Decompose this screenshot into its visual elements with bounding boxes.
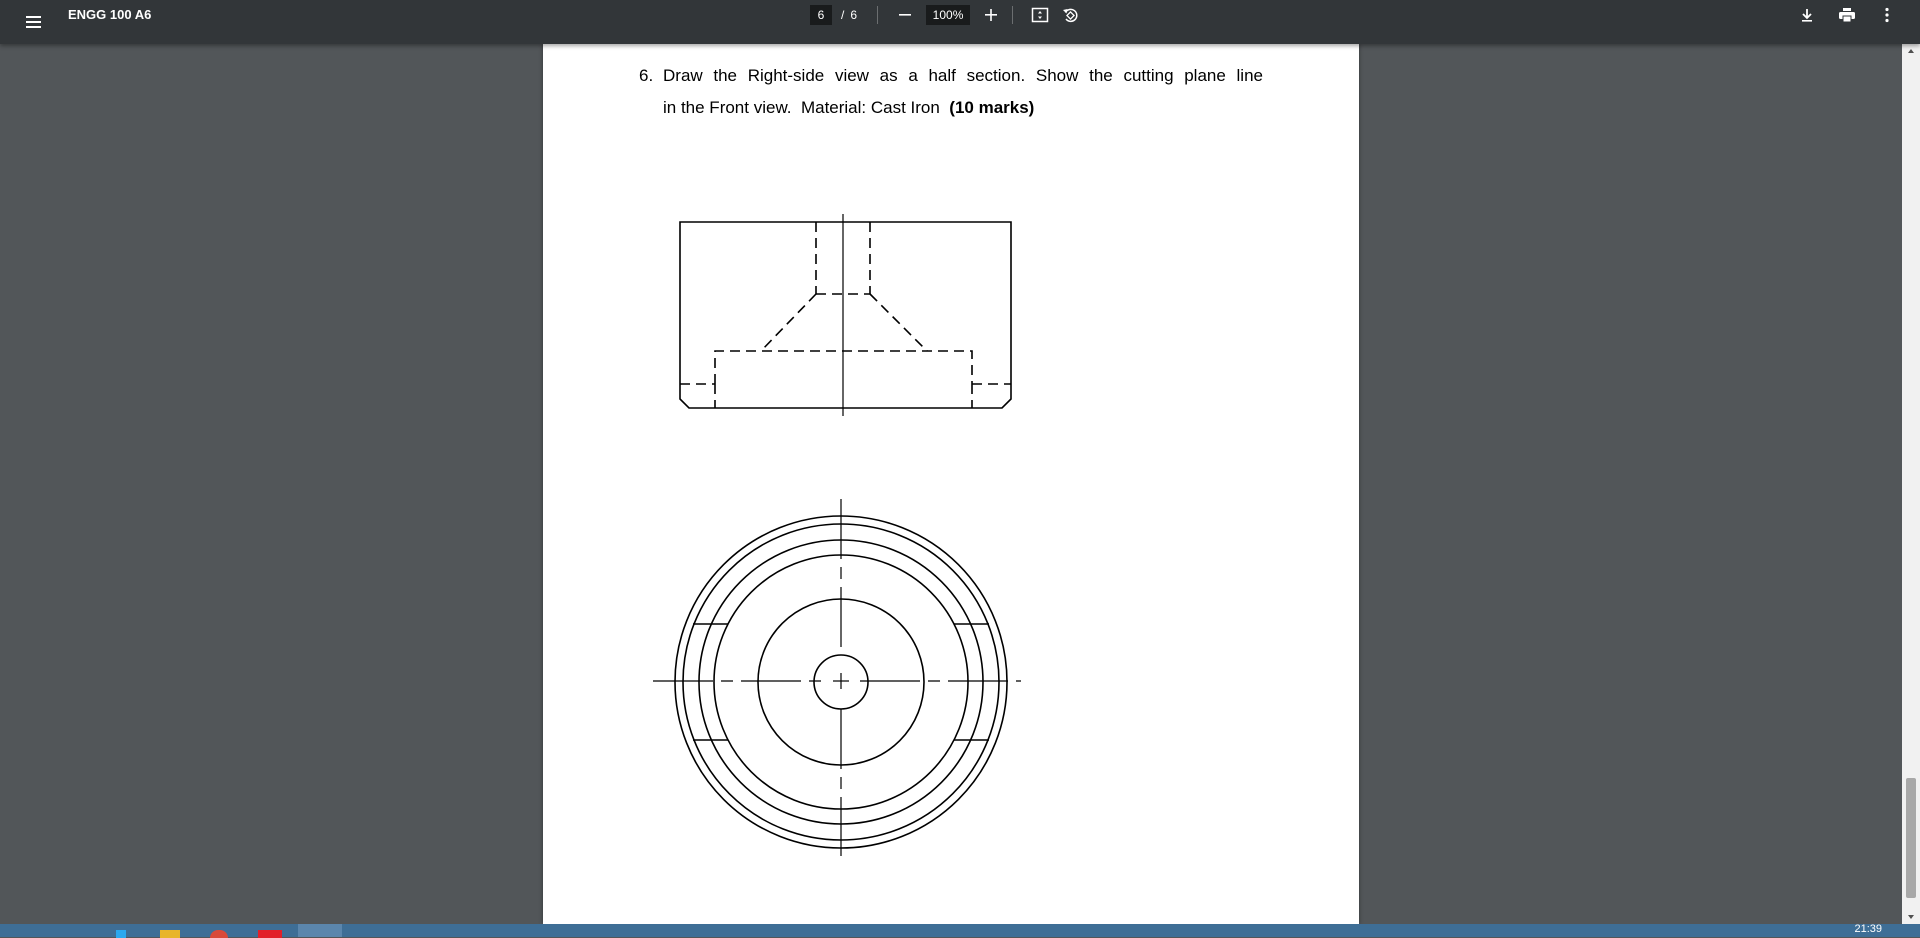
pdf-viewer[interactable] [0,44,1902,924]
document-title: ENGG 100 A6 [68,7,152,22]
toolbar-divider [1012,6,1013,24]
menu-icon[interactable] [22,9,48,35]
scroll-up-button[interactable] [1902,44,1920,58]
zoom-input[interactable] [926,5,970,25]
toolbar-actions [1792,0,1902,30]
chevron-down-icon [1907,914,1915,920]
rotate-button[interactable] [1055,0,1085,30]
fit-page-icon [1031,6,1049,24]
download-icon [1799,7,1815,23]
chrome-icon[interactable] [298,924,342,937]
top-view [653,499,1021,856]
page-and-zoom-controls [810,0,1085,30]
more-vert-icon [1884,7,1890,23]
page-total: 6 [850,8,858,22]
print-button[interactable] [1832,0,1862,30]
front-view [680,214,1011,416]
print-icon [1838,7,1856,23]
question-text-line1: Draw the Right-side view as a half section. Show the cutting plane line [663,66,1263,85]
zoom-in-button[interactable] [976,0,1006,30]
zoom-out-button[interactable] [890,0,920,30]
question-number: 6. [639,66,654,85]
more-options-button[interactable] [1872,0,1902,30]
chevron-up-icon [1907,48,1915,54]
plus-icon [984,8,998,22]
minus-icon [898,8,912,22]
pdf-page [543,44,1359,924]
question-text: in the Front view. Material: Cast Iron [663,98,950,117]
rotate-icon [1061,6,1079,24]
download-button[interactable] [1792,0,1822,30]
page-number-input[interactable] [810,5,832,25]
vertical-scrollbar[interactable] [1902,44,1920,924]
windows-taskbar [0,924,1920,937]
fit-page-button[interactable] [1025,0,1055,30]
page-separator: / [841,8,845,22]
pdf-toolbar [0,0,1920,44]
scrollbar-thumb[interactable] [1906,778,1916,898]
toolbar-divider [877,6,878,24]
taskbar-clock: 21:39 [1854,923,1882,935]
technical-drawing [543,44,1359,924]
question-marks: (10 marks) [949,98,1035,117]
scroll-down-button[interactable] [1902,910,1920,924]
